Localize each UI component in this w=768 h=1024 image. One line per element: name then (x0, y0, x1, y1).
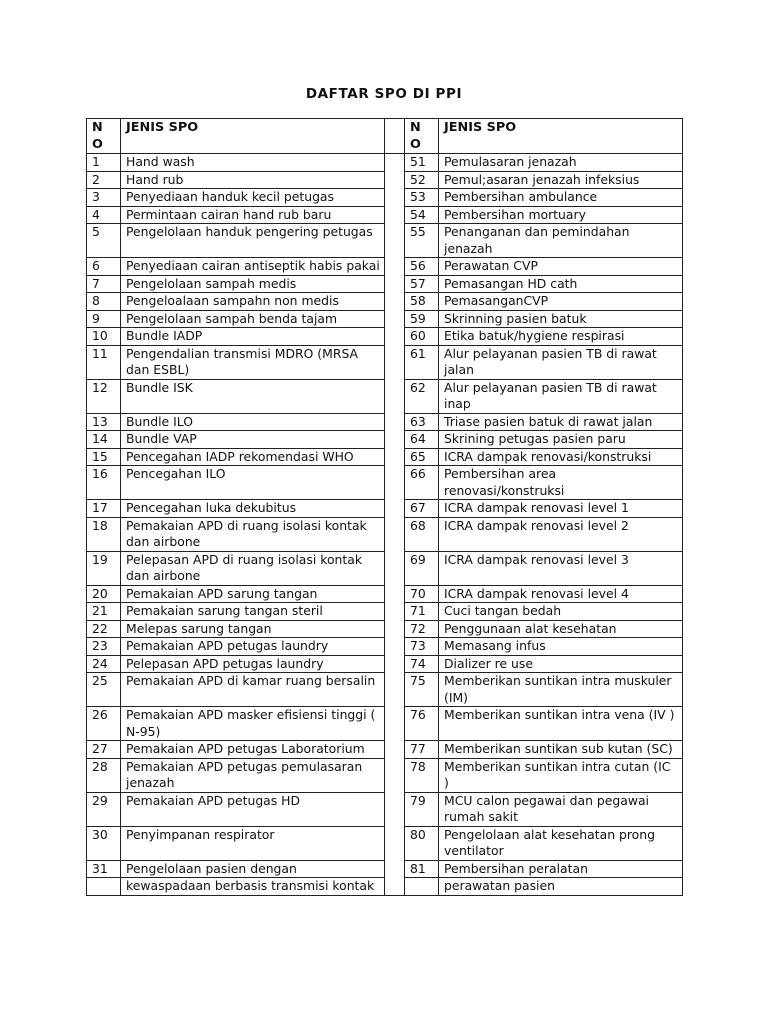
row-name-right: Penggunaan alat kesehatan (439, 620, 683, 638)
header-jenis-left: JENIS SPO (121, 119, 385, 154)
column-gap (385, 500, 405, 518)
row-no-right: 66 (405, 466, 439, 500)
row-no-left (87, 878, 121, 896)
column-gap (385, 293, 405, 311)
row-name-right: Pembersihan mortuary (439, 206, 683, 224)
row-no-right: 57 (405, 275, 439, 293)
row-name-left: Pelepasan APD di ruang isolasi kontak dan airbone (121, 551, 385, 585)
row-name-left: Hand wash (121, 154, 385, 172)
row-no-left: 27 (87, 741, 121, 759)
column-gap (385, 741, 405, 759)
column-gap (385, 310, 405, 328)
column-gap (385, 189, 405, 207)
row-name-left: Penyimpanan respirator (121, 826, 385, 860)
row-name-left: Pemakaian APD petugas laundry (121, 638, 385, 656)
row-no-right (405, 878, 439, 896)
row-no-left: 2 (87, 171, 121, 189)
row-no-left: 16 (87, 466, 121, 500)
table-row (87, 603, 683, 621)
row-name-right: Skrinning pasien batuk (439, 310, 683, 328)
row-no-left: 5 (87, 224, 121, 258)
row-name-right: Skrining petugas pasien paru (439, 431, 683, 449)
column-gap (385, 655, 405, 673)
column-gap (385, 345, 405, 379)
row-no-right: 71 (405, 603, 439, 621)
table-row (87, 154, 683, 172)
header-jenis-right: JENIS SPO (439, 119, 683, 154)
column-gap (385, 413, 405, 431)
row-name-right: Etika batuk/hygiene respirasi (439, 328, 683, 346)
row-no-right: 70 (405, 585, 439, 603)
row-no-right: 65 (405, 448, 439, 466)
row-no-left: 15 (87, 448, 121, 466)
row-name-left: Pemakaian APD di ruang isolasi kontak dan airbone (121, 517, 385, 551)
column-gap (385, 638, 405, 656)
row-name-left: Pencegahan IADP rekomendasi WHO (121, 448, 385, 466)
table-row (87, 293, 683, 311)
column-gap (385, 551, 405, 585)
table-row (87, 673, 683, 707)
row-name-left: Permintaan cairan hand rub baru (121, 206, 385, 224)
column-gap (385, 275, 405, 293)
row-no-left: 19 (87, 551, 121, 585)
row-no-right: 76 (405, 707, 439, 741)
row-name-left: Penyediaan handuk kecil petugas (121, 189, 385, 207)
row-no-left: 12 (87, 379, 121, 413)
table-row (87, 500, 683, 518)
row-no-left: 13 (87, 413, 121, 431)
row-name-left: Pengendalian transmisi MDRO (MRSA dan ESBL) (121, 345, 385, 379)
row-name-right: Memasang infus (439, 638, 683, 656)
table-row (87, 707, 683, 741)
row-name-right: ICRA dampak renovasi level 4 (439, 585, 683, 603)
row-no-left: 11 (87, 345, 121, 379)
table-row (87, 206, 683, 224)
row-name-left: Pemakaian APD di kamar ruang bersalin (121, 673, 385, 707)
row-name-left: Pemakaian APD petugas pemulasaran jenazah (121, 758, 385, 792)
column-gap (385, 448, 405, 466)
row-name-right: PemasanganCVP (439, 293, 683, 311)
table-row (87, 189, 683, 207)
row-no-right: 53 (405, 189, 439, 207)
column-gap (385, 758, 405, 792)
row-name-left: Pencegahan luka dekubitus (121, 500, 385, 518)
row-name-left: Pencegahan ILO (121, 466, 385, 500)
row-name-right: Pembersihan area renovasi/konstruksi (439, 466, 683, 500)
row-no-right: 73 (405, 638, 439, 656)
row-name-right: Memberikan suntikan intra muskuler (IM) (439, 673, 683, 707)
row-name-right: Perawatan CVP (439, 258, 683, 276)
row-no-left: 7 (87, 275, 121, 293)
row-name-left: Bundle ISK (121, 379, 385, 413)
table-row (87, 448, 683, 466)
row-no-left: 29 (87, 792, 121, 826)
column-gap (385, 603, 405, 621)
row-no-right: 63 (405, 413, 439, 431)
row-no-left: 23 (87, 638, 121, 656)
table-row (87, 551, 683, 585)
table-row (87, 638, 683, 656)
row-no-right: 54 (405, 206, 439, 224)
table-row (87, 758, 683, 792)
row-no-right: 74 (405, 655, 439, 673)
column-gap (385, 119, 405, 154)
row-no-left: 26 (87, 707, 121, 741)
row-name-right: Dializer re use (439, 655, 683, 673)
row-name-right: Cuci tangan bedah (439, 603, 683, 621)
row-name-left: Pemakaian APD petugas Laboratorium (121, 741, 385, 759)
row-no-right: 75 (405, 673, 439, 707)
row-name-right: MCU calon pegawai dan pegawai rumah sakit (439, 792, 683, 826)
column-gap (385, 328, 405, 346)
row-no-right: 62 (405, 379, 439, 413)
row-no-left: 17 (87, 500, 121, 518)
row-no-right: 59 (405, 310, 439, 328)
spo-table (86, 118, 683, 896)
row-name-left: Pemakaian APD masker efisiensi tinggi ( N-95) (121, 707, 385, 741)
table-row (87, 655, 683, 673)
row-no-right: 78 (405, 758, 439, 792)
row-name-right: ICRA dampak renovasi level 2 (439, 517, 683, 551)
row-no-left: 18 (87, 517, 121, 551)
table-row (87, 620, 683, 638)
row-no-right: 52 (405, 171, 439, 189)
row-no-right: 81 (405, 860, 439, 878)
row-name-right: Memberikan suntikan intra cutan (IC ) (439, 758, 683, 792)
row-name-left: Pengelolaan sampah benda tajam (121, 310, 385, 328)
row-name-right: Alur pelayanan pasien TB di rawat inap (439, 379, 683, 413)
row-no-right: 55 (405, 224, 439, 258)
row-no-left: 14 (87, 431, 121, 449)
row-no-left: 8 (87, 293, 121, 311)
row-name-right: ICRA dampak renovasi level 3 (439, 551, 683, 585)
row-name-left: kewaspadaan berbasis transmisi kontak (121, 878, 385, 896)
row-name-right: ICRA dampak renovasi level 1 (439, 500, 683, 518)
column-gap (385, 379, 405, 413)
table-row (87, 860, 683, 878)
column-gap (385, 206, 405, 224)
row-name-right: Pemulasaran jenazah (439, 154, 683, 172)
row-name-right: Pembersihan ambulance (439, 189, 683, 207)
row-no-left: 1 (87, 154, 121, 172)
row-no-left: 25 (87, 673, 121, 707)
column-gap (385, 171, 405, 189)
row-name-right: Pengelolaan alat kesehatan prong ventilator (439, 826, 683, 860)
row-name-left: Pengelolaan handuk pengering petugas (121, 224, 385, 258)
row-no-left: 22 (87, 620, 121, 638)
column-gap (385, 826, 405, 860)
column-gap (385, 673, 405, 707)
row-no-right: 64 (405, 431, 439, 449)
row-no-left: 21 (87, 603, 121, 621)
table-row (87, 585, 683, 603)
column-gap (385, 620, 405, 638)
row-name-left: Bundle ILO (121, 413, 385, 431)
row-name-right: ICRA dampak renovasi/konstruksi (439, 448, 683, 466)
row-no-right: 68 (405, 517, 439, 551)
row-name-right: Memberikan suntikan sub kutan (SC) (439, 741, 683, 759)
column-gap (385, 517, 405, 551)
row-no-left: 4 (87, 206, 121, 224)
column-gap (385, 466, 405, 500)
row-name-left: Hand rub (121, 171, 385, 189)
row-name-right: Alur pelayanan pasien TB di rawat jalan (439, 345, 683, 379)
table-header-row (87, 119, 683, 154)
row-name-right: Memberikan suntikan intra vena (IV ) (439, 707, 683, 741)
row-no-right: 60 (405, 328, 439, 346)
header-no-right: N O (405, 119, 439, 154)
column-gap (385, 792, 405, 826)
column-gap (385, 878, 405, 896)
column-gap (385, 154, 405, 172)
table-row (87, 345, 683, 379)
row-name-left: Pengeloalaan sampahn non medis (121, 293, 385, 311)
row-no-right: 56 (405, 258, 439, 276)
column-gap (385, 224, 405, 258)
table-row (87, 741, 683, 759)
row-no-right: 61 (405, 345, 439, 379)
column-gap (385, 707, 405, 741)
row-name-left: Pemakaian APD petugas HD (121, 792, 385, 826)
table-row (87, 792, 683, 826)
row-no-right: 77 (405, 741, 439, 759)
column-gap (385, 585, 405, 603)
table-row (87, 258, 683, 276)
table-row (87, 275, 683, 293)
row-name-right: Pembersihan peralatan (439, 860, 683, 878)
row-no-left: 31 (87, 860, 121, 878)
table-row (87, 413, 683, 431)
row-no-right: 69 (405, 551, 439, 585)
table-row (87, 328, 683, 346)
row-no-right: 72 (405, 620, 439, 638)
table-row (87, 224, 683, 258)
row-name-left: Pemakaian APD sarung tangan (121, 585, 385, 603)
row-no-right: 80 (405, 826, 439, 860)
table-row (87, 466, 683, 500)
row-name-left: Pengelolaan pasien dengan (121, 860, 385, 878)
row-name-right: Pemul;asaran jenazah infeksius (439, 171, 683, 189)
row-no-right: 79 (405, 792, 439, 826)
row-no-left: 6 (87, 258, 121, 276)
row-name-left: Pelepasan APD petugas laundry (121, 655, 385, 673)
header-no-left: N O (87, 119, 121, 154)
row-name-left: Pemakaian sarung tangan steril (121, 603, 385, 621)
row-name-right: Penanganan dan pemindahan jenazah (439, 224, 683, 258)
row-name-left: Bundle VAP (121, 431, 385, 449)
row-name-left: Bundle IADP (121, 328, 385, 346)
table-row (87, 878, 683, 896)
page-title: DAFTAR SPO DI PPI (305, 86, 463, 102)
column-gap (385, 431, 405, 449)
row-no-right: 58 (405, 293, 439, 311)
row-no-left: 24 (87, 655, 121, 673)
row-name-right: Pemasangan HD cath (439, 275, 683, 293)
row-no-left: 28 (87, 758, 121, 792)
table-row (87, 826, 683, 860)
row-name-left: Pengelolaan sampah medis (121, 275, 385, 293)
row-no-right: 51 (405, 154, 439, 172)
table-body (87, 154, 683, 896)
table-row (87, 310, 683, 328)
row-name-left: Melepas sarung tangan (121, 620, 385, 638)
row-no-left: 30 (87, 826, 121, 860)
row-no-right: 67 (405, 500, 439, 518)
table-row (87, 431, 683, 449)
table-row (87, 379, 683, 413)
row-no-left: 10 (87, 328, 121, 346)
row-no-left: 9 (87, 310, 121, 328)
table-row (87, 517, 683, 551)
row-no-left: 20 (87, 585, 121, 603)
row-name-left: Penyediaan cairan antiseptik habis pakai (121, 258, 385, 276)
column-gap (385, 258, 405, 276)
row-name-right: perawatan pasien (439, 878, 683, 896)
column-gap (385, 860, 405, 878)
row-name-right: Triase pasien batuk di rawat jalan (439, 413, 683, 431)
row-no-left: 3 (87, 189, 121, 207)
table-row (87, 171, 683, 189)
